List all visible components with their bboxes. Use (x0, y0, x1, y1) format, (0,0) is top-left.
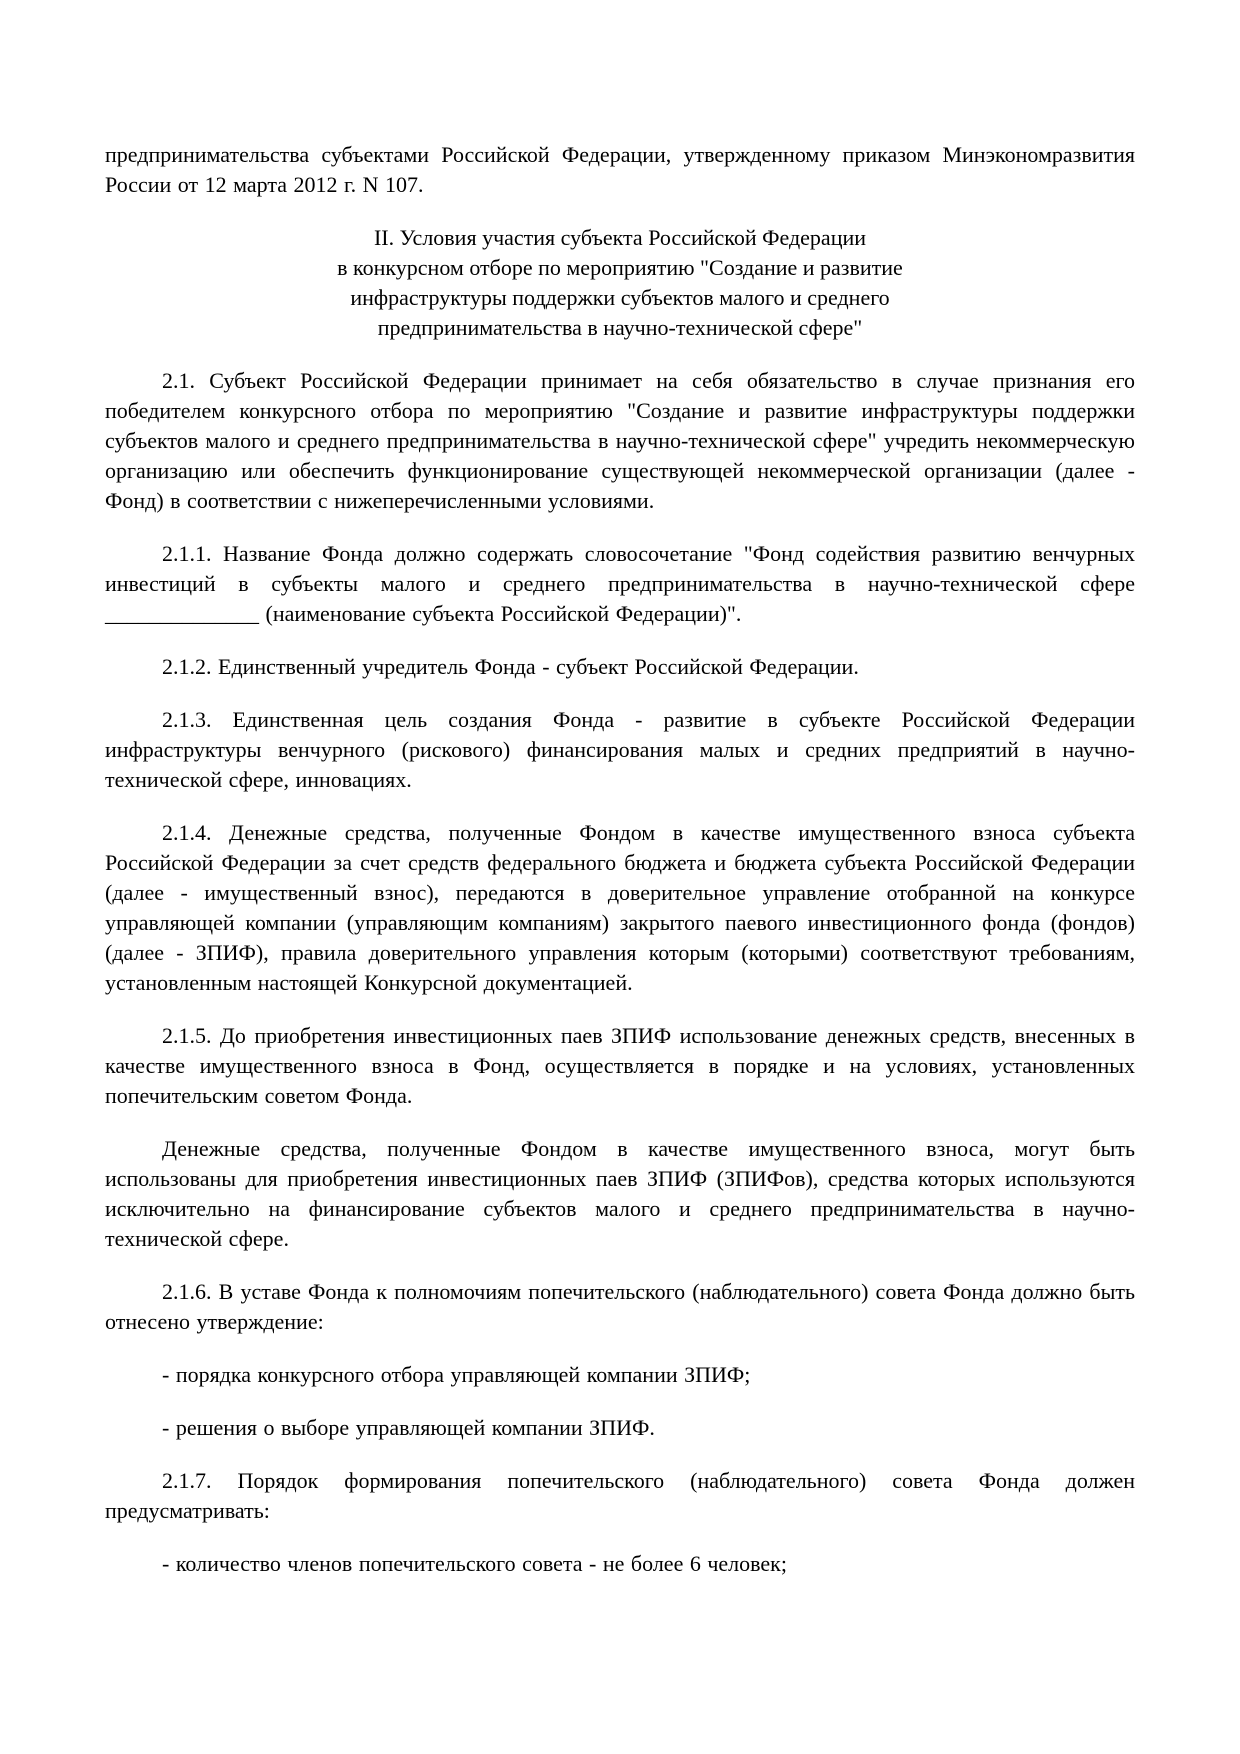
paragraph-2-1-1: 2.1.1. Название Фонда должно содержать словосочетание "Фонд содействия развитию венчурных инвестиций в субъекты малого и среднего предпринимательства в научно-технической сфере ______________ (наименование субъекта Российской Федерации)". (105, 541, 1135, 626)
paragraph-2-1-4: 2.1.4. Денежные средства, полученные Фондом в качестве имущественного взноса субъекта Российской Федерации за счет средств федерального бюджета и бюджета субъекта Российской Федерации (далее - имущественный взнос), передаются в доверительное управление отобранной на конкурсе управляющей компании (управляющим компаниям) закрытого паевого инвестиционного фонда (фондов) (далее - ЗПИФ), правила доверительного управления которым (которыми) соответствуют требованиям, установленным настоящей Конкурсной документацией. (105, 820, 1135, 995)
list-item-council-member-count: - количество членов попечительского совета - не более 6 человек; (162, 1551, 787, 1576)
heading-line-3: инфраструктуры поддержки субъектов малого и среднего (350, 285, 890, 310)
heading-line-1: II. Условия участия субъекта Российской Федерации (373, 225, 867, 250)
heading-line-2: в конкурсном отборе по мероприятию "Создание и развитие (337, 255, 903, 280)
paragraph-2-1-5: 2.1.5. До приобретения инвестиционных паев ЗПИФ использование денежных средств, внесенных в качестве имущественного взноса в Фонд, осуществляется в порядке и на условиях, установленных попечительским советом Фонда. (105, 1023, 1135, 1108)
paragraph-2-1-5-continuation: Денежные средства, полученные Фондом в качестве имущественного взноса, могут быть использованы для приобретения инвестиционных паев ЗПИФ (ЗПИФов), средства которых используются исключительно на финансирование субъектов малого и среднего предпринимательства в научно-технической сфере. (105, 1136, 1135, 1251)
paragraph-2-1-7: 2.1.7. Порядок формирования попечительского (наблюдательного) совета Фонда должен предусматривать: (105, 1468, 1135, 1523)
section-heading (105, 223, 1135, 343)
heading-line-4: предпринимательства в научно-технической сфере" (377, 315, 863, 340)
paragraph-2-1-2: 2.1.2. Единственный учредитель Фонда - субъект Российской Федерации. (162, 654, 859, 679)
continuation-paragraph: предпринимательства субъектами Российской Федерации, утвержденному приказом Минэкономразвития России от 12 марта 2012 г. N 107. (105, 142, 1135, 197)
list-item-uk-selection-decision: - решения о выборе управляющей компании ЗПИФ. (162, 1415, 655, 1440)
paragraph-2-1-6: 2.1.6. В уставе Фонда к полномочиям попечительского (наблюдательного) совета Фонда должно быть отнесено утверждение: (105, 1279, 1135, 1334)
paragraph-2-1-3: 2.1.3. Единственная цель создания Фонда - развитие в субъекте Российской Федерации инфраструктуры венчурного (рискового) финансирования малых и средних предприятий в научно-технической сфере, инновациях. (105, 707, 1135, 792)
list-item-uk-selection-procedure: - порядка конкурсного отбора управляющей компании ЗПИФ; (162, 1362, 751, 1387)
paragraph-2-1: 2.1. Субъект Российской Федерации принимает на себя обязательство в случае признания его победителем конкурсного отбора по мероприятию "Создание и развитие инфраструктуры поддержки субъектов малого и среднего предпринимательства в научно-технической сфере" учредить некоммерческую организацию или обеспечить функционирование существующей некоммерческой организации (далее - Фонд) в соответствии с нижеперечисленными условиями. (105, 368, 1135, 513)
